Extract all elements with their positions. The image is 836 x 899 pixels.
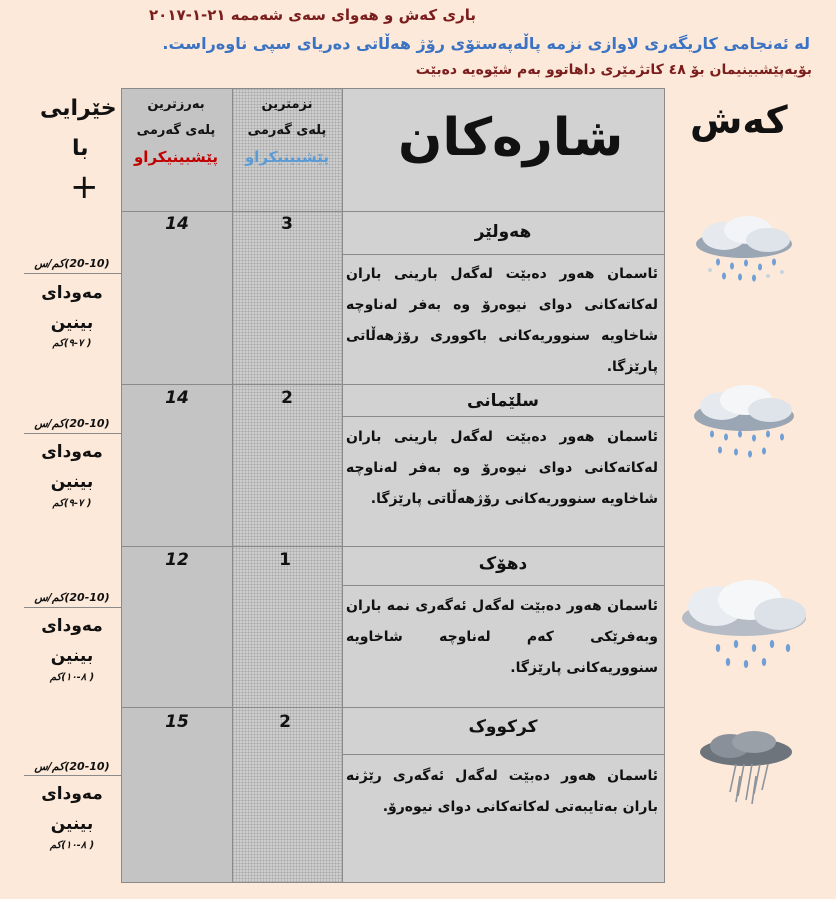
max-temp-header-line2: پلەی گەرمی <box>136 123 216 138</box>
max-temp-column <box>122 88 232 883</box>
visibility-word-kirkuk: بینین <box>50 814 94 834</box>
max-temp-forecast-label: پێشبینیکراو <box>133 148 219 166</box>
max-temp-header-line1: بەرزترین <box>147 97 205 112</box>
plus-icon: + <box>70 167 99 207</box>
min-temp-sulaymaniyah: 2 <box>281 388 293 408</box>
max-temp-erbil: 14 <box>165 214 189 234</box>
wind-speed-kirkuk: (20-10)کم/س <box>34 760 110 773</box>
wind-header-ba: با <box>72 136 89 161</box>
max-temp-header <box>123 92 229 170</box>
wind-speed-erbil: (20-10)کم/س <box>34 257 110 270</box>
city-name-duhok: دهۆک <box>478 554 528 574</box>
forecast-description-sulaymaniyah: ئاسمان هەور دەبێت لەگەل بارینی باران لەکاتەکانی دوای نیوەرۆ وە بەفر لەناوچە شاخاویە سنووریەکانی رۆژهەڵاتی پارێزگا. <box>346 429 658 507</box>
min-temp-forecast-label: پێشبینیکراو <box>244 148 330 166</box>
city-name-erbil: هەولێر <box>474 222 532 242</box>
min-temp-column <box>232 88 342 883</box>
forecast-description-kirkuk: ئاسمان هەور دەبێت لەگەل ئەگەری رێژنە باران بەتایبەتی لەکاتەکانی دوای نیوەرۆ. <box>346 768 658 815</box>
visibility-range-kirkuk: ( ٨-١٠)کم <box>49 840 95 851</box>
min-temp-header-line2: پلەی گەرمی <box>247 123 327 138</box>
visibility-range-erbil: ( ٧-٩)کم <box>52 338 92 349</box>
visibility-word-sulaymaniyah: بینین <box>50 472 94 492</box>
visibility-label-sulaymaniyah: مەودای <box>41 442 103 462</box>
city-name-sulaymaniyah: سلێمانی <box>467 391 539 411</box>
wind-speed-header: خێرایی <box>40 96 117 121</box>
city-name-kirkuk: کرکووک <box>468 717 538 737</box>
visibility-word-erbil: بینین <box>50 313 94 333</box>
forecast-description-erbil: ئاسمان هەور دەبێت لەگەل بارینی باران لەکاتەکانی دوای نیوەرۆ وە بەفر لەناوچە شاخاویە سنووریەکانی باکووری رۆژهەڵاتی پارێزگا. <box>346 266 658 375</box>
weather-column-header: کەش <box>690 98 788 142</box>
wind-speed-sulaymaniyah: (20-10)کم/س <box>34 417 110 430</box>
light-rain-cloud-icon <box>674 576 812 672</box>
min-temp-kirkuk: 2 <box>279 712 291 732</box>
forecast-description-duhok: ئاسمان هەور دەبێت لەگەل ئەگەری نمە باران وبەفرێکی کەم لەناوچە شاخاویە سنووریەکانی پارێزگا. <box>346 598 658 676</box>
visibility-range-sulaymaniyah: ( ٧-٩)کم <box>52 498 92 509</box>
visibility-word-duhok: بینین <box>50 646 94 666</box>
visibility-label-duhok: مەودای <box>41 616 103 636</box>
heavy-rain-cloud-icon <box>694 730 798 806</box>
min-temp-duhok: 1 <box>279 550 291 570</box>
max-temp-kirkuk: 15 <box>165 712 189 732</box>
rain-cloud-icon <box>684 382 802 462</box>
min-temp-header-line1: نزمترین <box>261 97 313 112</box>
visibility-range-duhok: ( ٨-١٠)کم <box>49 672 95 683</box>
max-temp-sulaymaniyah: 14 <box>165 388 189 408</box>
min-temp-erbil: 3 <box>281 214 293 234</box>
cities-column-header: شارەکان <box>398 108 624 168</box>
rain-snow-cloud-icon <box>684 214 802 284</box>
report-title: باری کەش و هەوای سەی شەممە ٢١-١-٢٠١٧ <box>149 6 476 24</box>
forecast-period-note: بۆیەپێشبینیمان بۆ ٤٨ کاتژمێری داهاتوو بەم شێوەیە دەبێت <box>415 62 812 78</box>
visibility-label-erbil: مەودای <box>41 283 103 303</box>
min-temp-header <box>234 92 340 170</box>
wind-speed-duhok: (20-10)کم/س <box>34 591 110 604</box>
report-synopsis: لە ئەنجامی کاریگەری لاوازی نزمە پاڵەپەستۆی رۆژ هەڵاتی دەریای سپی ناوەراست. <box>162 34 810 53</box>
visibility-label-kirkuk: مەودای <box>41 784 103 804</box>
max-temp-duhok: 12 <box>165 550 189 570</box>
